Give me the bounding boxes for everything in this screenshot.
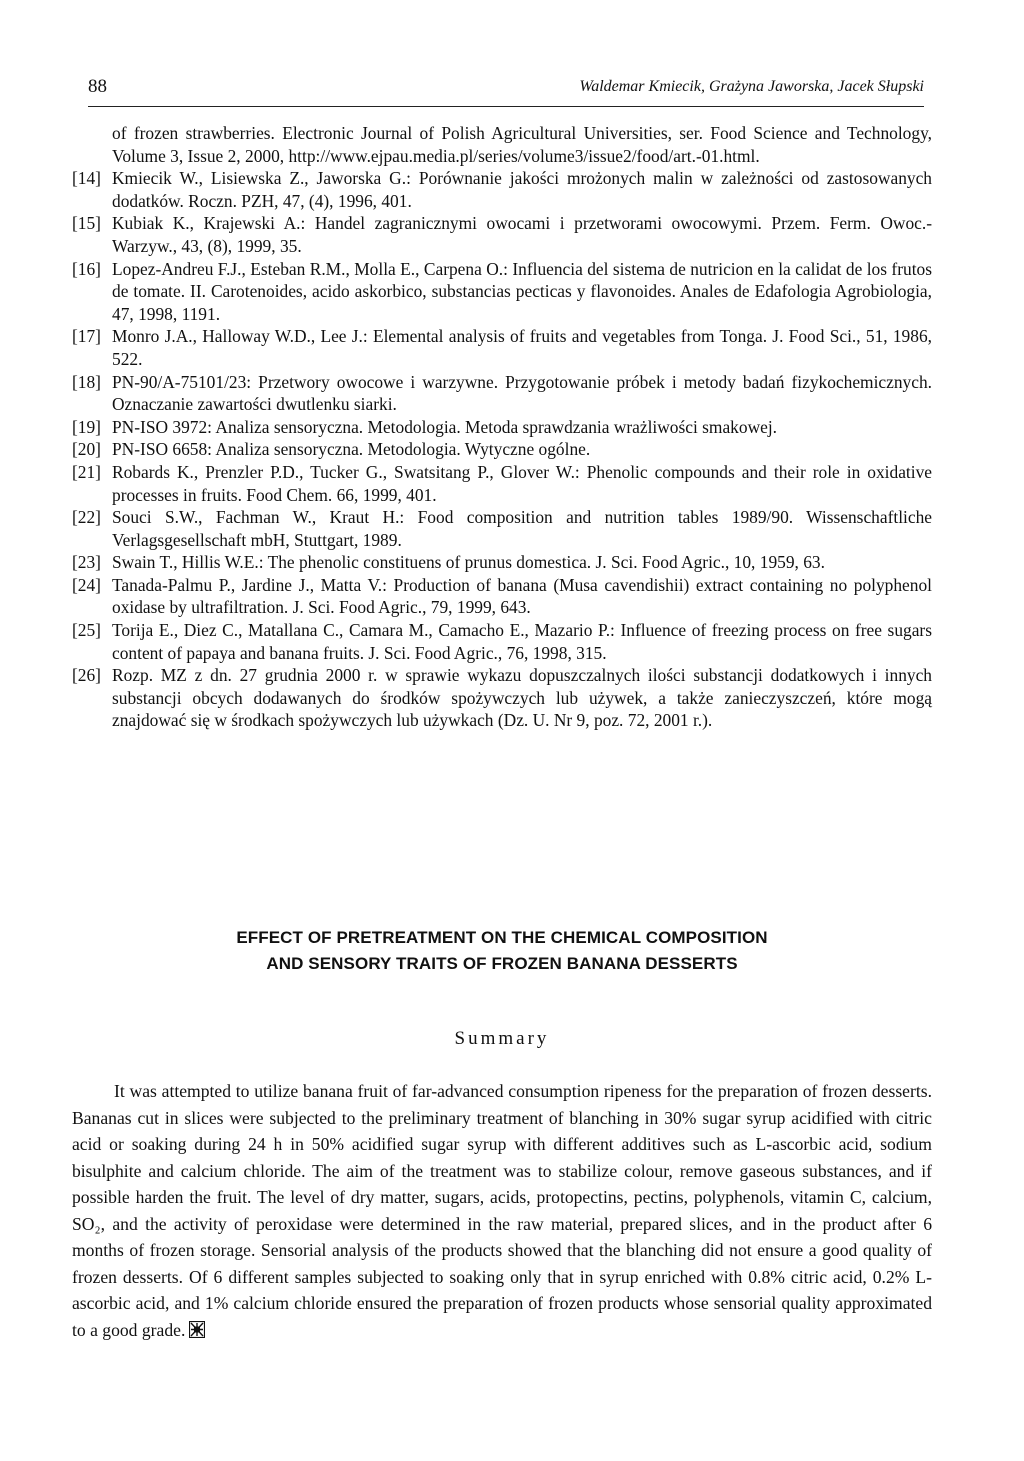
reference-item [72, 212, 932, 257]
reference-item [72, 574, 932, 619]
reference-text: PN-ISO 6658: Analiza sensoryczna. Metodologia. Wytyczne ogólne. [112, 439, 591, 460]
reference-number: [18] [72, 371, 101, 392]
reference-number: [20] [72, 439, 101, 460]
reference-text: of frozen strawberries. Electronic Journal of Polish Agricultural Universities, ser. Food Science and Technology, Volume 3, Issue 2, 2000, http://www.ejpau.media.pl/series/volume3/issue2/food/art.-01.html. [112, 123, 932, 166]
reference-text: Monro J.A., Halloway W.D., Lee J.: Elemental analysis of fruits and vegetables from Tonga. J. Food Sci., 51, 1986, 522. [112, 326, 932, 369]
reference-number: [25] [72, 620, 101, 641]
reference-list [72, 122, 932, 732]
reference-number: [21] [72, 461, 101, 482]
reference-text: Robards K., Prenzler P.D., Tucker G., Swatsitang P., Glover W.: Phenolic compounds and their role in oxidative processes in fruits. Food Chem. 66, 1999, 401. [112, 461, 932, 505]
page-header [88, 76, 924, 107]
reference-item [72, 461, 932, 506]
end-of-article-icon [189, 1321, 205, 1338]
reference-item [72, 167, 932, 212]
reference-text: Torija E., Diez C., Matallana C., Camara M., Camacho E., Mazario P.: Influence of freezing process on free sugars content of papaya and banana fruits. J. Sci. Food Agric., 76, 1998, 315. [112, 620, 932, 663]
reference-item [72, 619, 932, 664]
reference-item [72, 438, 932, 461]
reference-text: PN-90/A-75101/23: Przetwory owocowe i warzywne. Przygotowanie próbek i metody badań fizykochemicznych. Oznaczanie zawartości dwutlenku siarki. [112, 371, 932, 415]
reference-item [72, 371, 932, 416]
reference-item [72, 122, 932, 167]
reference-number: [24] [72, 574, 101, 595]
reference-item [72, 551, 932, 574]
reference-item [72, 506, 932, 551]
reference-text: Kubiak K., Krajewski A.: Handel zagranicznymi owocami i przetworami owocowymi. Przem. Ferm. Owoc.-Warzyw., 43, (8), 1999, 35. [112, 213, 932, 256]
reference-number: [17] [72, 326, 101, 347]
reference-text: Lopez-Andreu F.J., Esteban R.M., Molla E., Carpena O.: Influencia del sistema de nutricion en la calidat de los frutos de tomate. II. Carotenoides, acido askorbico, substancias pecticas y flavonoides. Anales de Edafologia Agrobiologia, 47, 1998, 1191. [112, 258, 932, 324]
title-line: EFFECT OF PRETREATMENT ON THE CHEMICAL COMPOSITION [236, 928, 768, 947]
summary-text: It was attempted to utilize banana fruit of far-advanced consumption ripeness for the preparation of frozen desserts. Bananas cut in slices were subjected to the preliminary treatment of blanching in 30% sugar syrup acidified with citric acid or soaking during 24 h in 50% acidified sugar syrup with different additives such as L-ascorbic acid, sodium bisulphite and calcium chloride. The aim of the treatment was to stabilize colour, remove gaseous substances, and if possible harden the fruit. The level of dry matter, sugars, acids, protopectins, pectins, polyphenols, vitamin C, calcium, SO₂, and the activity of peroxidase were determined in the raw material, prepared slices, and in the product after 6 months of frozen storage. Sensorial analysis of the products showed that the blanching did not ensure a good quality of frozen desserts. Of 6 different samples subjected to soaking only that in syrup enriched with 0.8% citric acid, 0.2% L-ascorbic acid, and 1% calcium chloride ensured the preparation of frozen products whose sensorial quality approximated to a good grade. [72, 1081, 932, 1340]
reference-number: [19] [72, 416, 101, 437]
reference-item [72, 258, 932, 326]
reference-text: Kmiecik W., Lisiewska Z., Jaworska G.: Porównanie jakości mrożonych malin w zależności od zastosowanych dodatków. Roczn. PZH, 47, (4), 1996, 401. [112, 168, 932, 211]
running-head-authors: Waldemar Kmiecik, Grażyna Jaworska, Jacek Słupski [579, 78, 924, 95]
reference-text: Rozp. MZ z dn. 27 grudnia 2000 r. w sprawie wykazu dopuszczalnych ilości substancji dodatkowych i innych substancji obcych dodawanych do środków spożywczych lub używek, a także zanieczyszczeń, które mogą znajdować się w środkach spożywczych lub używkach (Dz. U. Nr 9, poz. 72, 2001 r.). [112, 665, 932, 731]
reference-text: Tanada-Palmu P., Jardine J., Matta V.: Production of banana (Musa cavendishii) extract containing no polyphenol oxidase by ultrafiltration. J. Sci. Food Agric., 79, 1999, 643. [112, 574, 932, 618]
reference-text: Swain T., Hillis W.E.: The phenolic constituens of prunus domestica. J. Sci. Food Agric., 10, 1959, 63. [112, 552, 825, 573]
title-line: AND SENSORY TRAITS OF FROZEN BANANA DESSERTS [266, 954, 738, 973]
reference-number: [22] [72, 507, 101, 528]
reference-number: [23] [72, 552, 101, 573]
reference-item [72, 416, 932, 439]
reference-number: [15] [72, 213, 101, 234]
english-title [72, 925, 932, 977]
reference-text: Souci S.W., Fachman W., Kraut H.: Food composition and nutrition tables 1989/90. Wissenschaftliche Verlagsgesellschaft mbH, Stuttgart, 1989. [112, 507, 932, 550]
reference-number: [16] [72, 258, 101, 279]
page-number: 88 [88, 76, 107, 97]
reference-item [72, 325, 932, 370]
reference-item [72, 664, 932, 732]
summary-heading: Summary [454, 1028, 550, 1049]
reference-text: PN-ISO 3972: Analiza sensoryczna. Metodologia. Metoda sprawdzania wrażliwości smakowej. [112, 416, 778, 437]
reference-number: [26] [72, 665, 101, 686]
summary-paragraph [72, 1078, 932, 1343]
reference-number: [14] [72, 168, 101, 189]
